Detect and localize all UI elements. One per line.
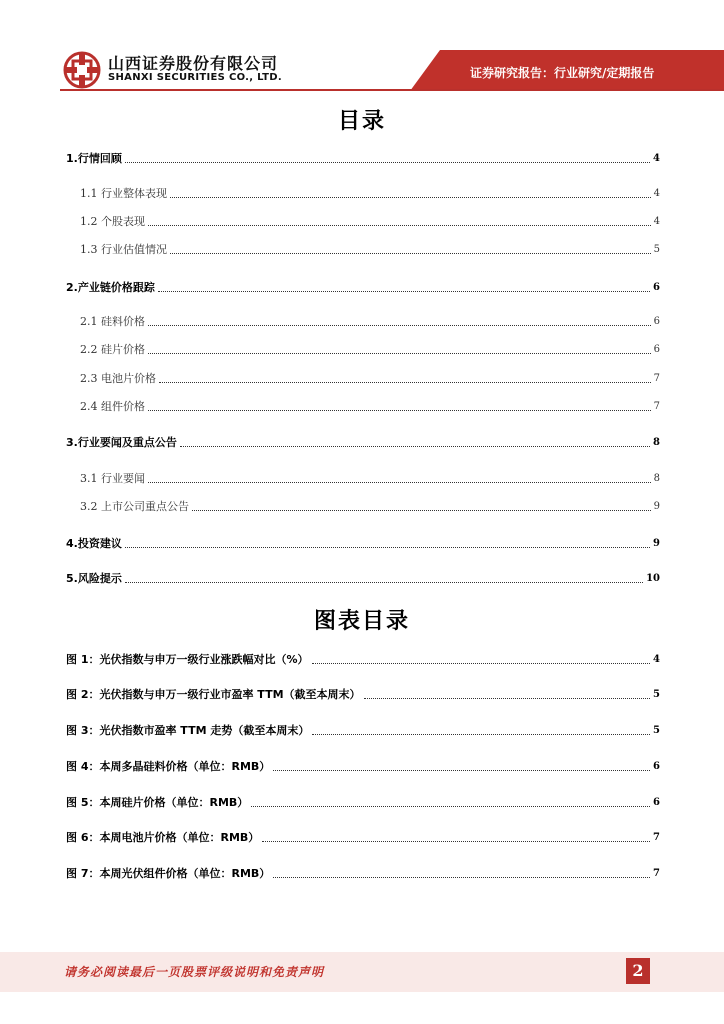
toc-item-1-3[interactable] — [80, 241, 660, 257]
page-header — [0, 0, 724, 100]
figure-item-page: 5 — [653, 725, 660, 736]
toc-item-label: 1.3 行业估值情况 — [80, 243, 167, 256]
company-name-cn: 山西证券股份有限公司 — [108, 54, 279, 73]
figure-item-label: 图 5：本周硅片价格（单位：RMB） — [66, 796, 249, 809]
figure-item-label: 图 4：本周多晶硅料价格（单位：RMB） — [66, 760, 271, 773]
toc-item-2[interactable] — [66, 279, 660, 295]
toc-leader-dots — [312, 663, 651, 664]
figure-item-label: 图 7：本周光伏组件价格（单位：RMB） — [66, 867, 271, 880]
toc-item-page: 10 — [646, 573, 660, 584]
toc-item-page: 7 — [653, 401, 660, 412]
toc-item-label: 3.1 行业要闻 — [80, 472, 145, 485]
toc-item-page: 6 — [653, 282, 660, 293]
toc-item-label: 1.行情回顾 — [66, 152, 122, 165]
figure-item-5[interactable] — [66, 794, 660, 810]
figure-item-page: 7 — [653, 832, 660, 843]
figure-list-title: 图表目录 — [313, 609, 410, 634]
toc-item-page: 7 — [653, 373, 660, 384]
toc-leader-dots — [273, 877, 650, 878]
disclaimer-notice: 请务必阅读最后一页股票评级说明和免责声明 — [64, 965, 325, 979]
toc-item-1-2[interactable] — [80, 213, 660, 229]
toc-leader-dots — [273, 770, 650, 771]
toc-item-page: 6 — [653, 344, 660, 355]
toc-item-2-1[interactable] — [80, 313, 660, 329]
toc-leader-dots — [180, 446, 650, 447]
toc-item-1-1[interactable] — [80, 185, 660, 201]
toc-item-4[interactable] — [66, 535, 660, 551]
toc-item-2-3[interactable] — [80, 370, 660, 386]
toc-leader-dots — [148, 482, 651, 483]
header-divider — [60, 89, 724, 91]
toc-item-3[interactable] — [66, 434, 660, 450]
toc-item-label: 3.2 上市公司重点公告 — [80, 500, 189, 513]
toc-leader-dots — [148, 353, 651, 354]
toc-item-label: 2.产业链价格跟踪 — [66, 281, 155, 294]
figure-item-2[interactable] — [66, 686, 660, 702]
page-number: 2 — [626, 958, 650, 984]
toc-item-5[interactable] — [66, 570, 660, 586]
figure-item-page: 6 — [653, 797, 660, 808]
toc-item-label: 2.1 硅料价格 — [80, 315, 145, 328]
toc-item-3-1[interactable] — [80, 470, 660, 486]
toc-leader-dots — [158, 291, 650, 292]
figure-item-6[interactable] — [66, 829, 660, 845]
toc-item-page: 4 — [653, 188, 660, 199]
toc-item-label: 5.风险提示 — [66, 572, 122, 585]
toc-leader-dots — [148, 225, 651, 226]
toc-item-page: 4 — [653, 153, 660, 164]
figure-item-label: 图 1：光伏指数与申万一级行业涨跌幅对比（%） — [66, 653, 309, 666]
toc-item-page: 4 — [653, 216, 660, 227]
figure-item-label: 图 2：光伏指数与申万一级行业市盈率 TTM（截至本周末） — [66, 688, 361, 701]
toc-leader-dots — [159, 382, 651, 383]
toc-leader-dots — [170, 197, 651, 198]
toc-item-page: 6 — [653, 316, 660, 327]
toc-item-page: 9 — [653, 501, 660, 512]
figure-item-7[interactable] — [66, 865, 660, 881]
toc-leader-dots — [312, 734, 650, 735]
toc-item-page: 8 — [653, 473, 660, 484]
toc-title: 目录 — [337, 109, 386, 134]
toc-leader-dots — [170, 253, 651, 254]
company-name-en: SHANXI SECURITIES CO., LTD. — [108, 72, 282, 83]
figure-item-1[interactable] — [66, 651, 660, 667]
toc-item-label: 3.行业要闻及重点公告 — [66, 436, 177, 449]
toc-item-label: 1.1 行业整体表现 — [80, 187, 167, 200]
toc-item-2-4[interactable] — [80, 398, 660, 414]
toc-item-page: 9 — [653, 538, 660, 549]
figure-item-4[interactable] — [66, 758, 660, 774]
toc-leader-dots — [148, 410, 651, 411]
figure-item-label: 图 6：本周电池片价格（单位：RMB） — [66, 831, 260, 844]
toc-leader-dots — [125, 547, 650, 548]
company-logo-icon — [62, 50, 102, 90]
report-type-label: 证券研究报告：行业研究/定期报告 — [470, 66, 655, 80]
toc-leader-dots — [364, 698, 651, 699]
toc-item-page: 8 — [653, 437, 660, 448]
figure-item-page: 4 — [653, 654, 660, 665]
figure-item-page: 5 — [653, 689, 660, 700]
toc-item-label: 1.2 个股表现 — [80, 215, 145, 228]
toc-item-page: 5 — [653, 244, 660, 255]
figure-item-page: 6 — [653, 761, 660, 772]
toc-leader-dots — [192, 510, 651, 511]
figure-item-label: 图 3：光伏指数市盈率 TTM 走势（截至本周末） — [66, 724, 310, 737]
toc-item-1[interactable] — [66, 150, 660, 166]
toc-leader-dots — [148, 325, 651, 326]
toc-item-label: 2.3 电池片价格 — [80, 372, 156, 385]
toc-item-label: 2.2 硅片价格 — [80, 343, 145, 356]
toc-item-3-2[interactable] — [80, 498, 660, 514]
toc-leader-dots — [262, 841, 650, 842]
toc-item-2-2[interactable] — [80, 341, 660, 357]
toc-leader-dots — [125, 582, 643, 583]
toc-leader-dots — [251, 806, 650, 807]
toc-item-label: 2.4 组件价格 — [80, 400, 145, 413]
toc-item-label: 4.投资建议 — [66, 537, 122, 550]
toc-leader-dots — [125, 162, 650, 163]
figure-item-page: 7 — [653, 868, 660, 879]
figure-item-3[interactable] — [66, 722, 660, 738]
